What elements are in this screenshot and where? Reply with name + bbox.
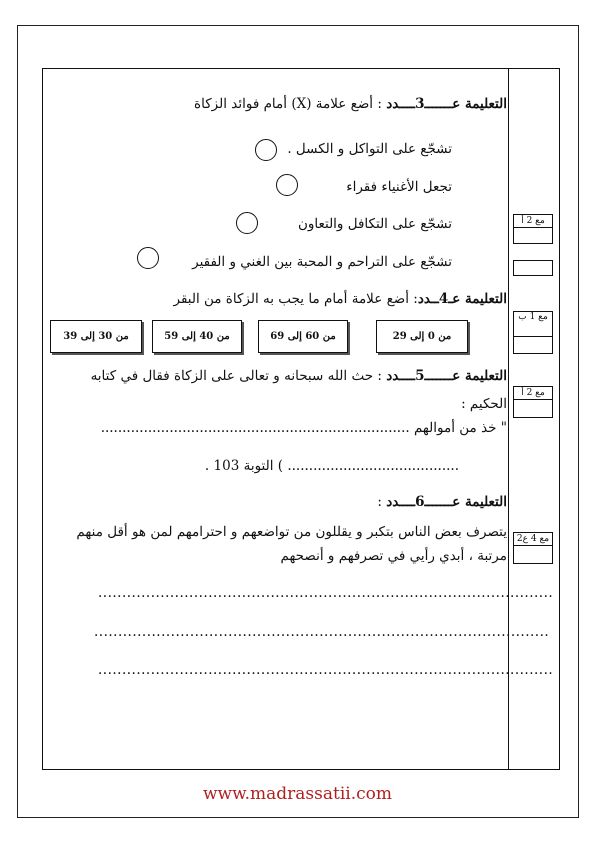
criterion-label-1: مع 2 أ xyxy=(514,215,552,228)
answer-line-3[interactable]: ............................................................................................... xyxy=(98,662,554,678)
answer-line-1[interactable]: ............................................................................................... xyxy=(98,585,554,601)
instruction6-paragraph-2: مرتبة ، أبدي رأيي في تصرفهم و أنصحهم xyxy=(280,548,507,564)
criterion-box-1 xyxy=(513,214,553,244)
instruction4-text: : أضع علامة أمام ما يجب به الزكاة من البقر xyxy=(173,291,418,307)
instruction6-paragraph-1: يتصرف بعض الناس بتكبر و يقللون من تواضعهم و احترامهم لمن هو أقل منهم xyxy=(76,524,507,540)
answer-line-2[interactable]: ............................................................................................... xyxy=(94,624,550,640)
instruction5-title: التعليمة عـــــــ5ــــدد xyxy=(386,368,507,384)
instruction4-title: التعليمة عـ4ــدد xyxy=(417,291,507,307)
answer-circle-1[interactable] xyxy=(255,139,277,161)
instruction3-option-1: تشجّع على التواكل و الكسل . xyxy=(287,141,452,157)
score-box-1[interactable] xyxy=(513,260,553,276)
criterion-label-2: مع 1 ب xyxy=(514,312,552,337)
criterion-box-2 xyxy=(513,311,553,354)
instruction6-title: التعليمة عـــــــ6ــــدد xyxy=(386,494,507,510)
instruction3-heading xyxy=(194,96,507,112)
criterion-label-3: مع 2 أ xyxy=(514,387,552,400)
instruction6-heading xyxy=(377,494,507,510)
instruction5-answer-line[interactable]: " خذ من أموالهم ........................................................................ xyxy=(100,420,507,436)
instruction5-verse-end[interactable]: ........................................ ) التوبة 103 . xyxy=(204,458,459,474)
criterion-label-4: مع 4 ع2 xyxy=(514,533,552,546)
instruction3-option-3: تشجّع على التكافل والتعاون xyxy=(297,216,452,232)
answer-circle-4[interactable] xyxy=(137,247,159,269)
footer-website[interactable]: www.madrassatii.com xyxy=(202,784,392,804)
instruction3-option-2: تجعل الأغنياء فقراء xyxy=(346,179,452,195)
criterion-box-4 xyxy=(513,532,553,564)
instruction5-line2: الحكيم : xyxy=(461,396,507,412)
answer-circle-3[interactable] xyxy=(236,212,258,234)
cow-range-box-2[interactable]: من 60 إلى 69 xyxy=(258,320,348,353)
answer-circle-2[interactable] xyxy=(276,174,298,196)
instruction3-title: التعليمة عـــــــ3ــــدد xyxy=(386,96,507,112)
cow-range-box-3[interactable]: من 40 إلى 59 xyxy=(152,320,242,353)
instruction5-heading xyxy=(91,368,507,384)
instruction5-text: : حث الله سبحانه و تعالى على الزكاة فقال في كتابه xyxy=(90,368,387,384)
instruction3-text: : أضع علامة (X) أمام فوائد الزكاة xyxy=(194,96,387,112)
cow-range-box-1[interactable]: من 0 إلى 29 xyxy=(376,320,468,353)
criterion-box-3 xyxy=(513,386,553,418)
instruction3-option-4: تشجّع على التراحم و المحبة بين الغني و الفقير xyxy=(192,254,452,270)
instruction4-heading xyxy=(174,291,508,307)
instruction6-text: : xyxy=(377,494,387,510)
cow-range-box-4[interactable]: من 30 إلى 39 xyxy=(50,320,142,353)
